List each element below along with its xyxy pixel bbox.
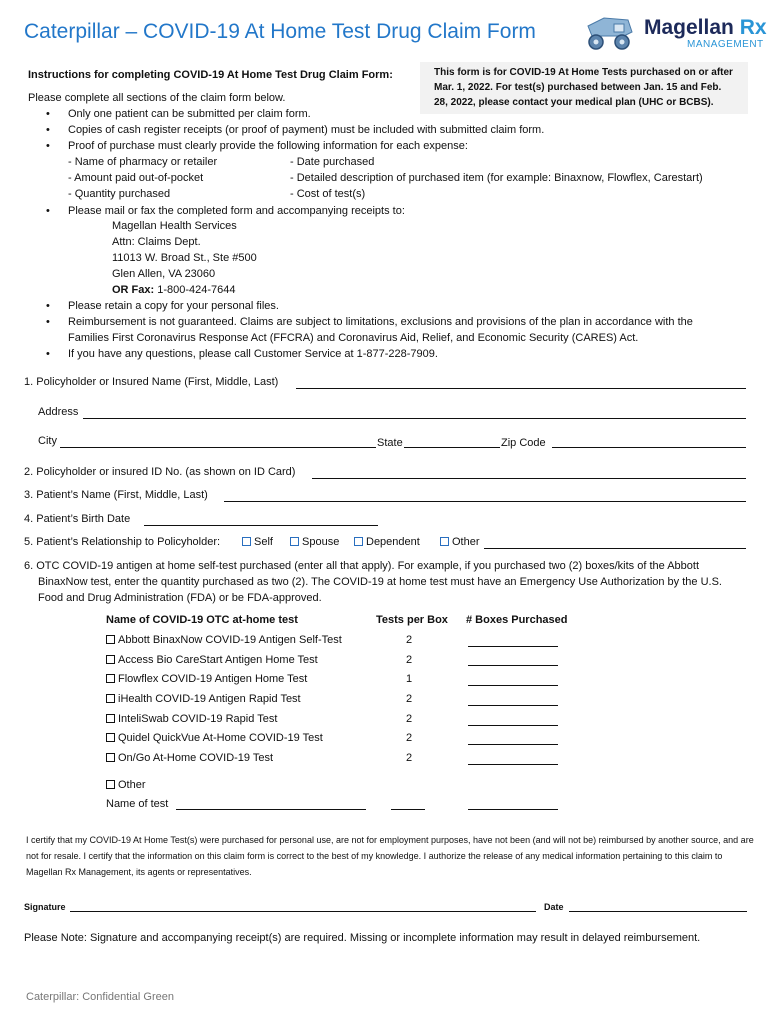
checkbox-icon[interactable] — [106, 733, 115, 742]
boxes-purchased-field[interactable] — [468, 764, 558, 765]
city-field[interactable] — [60, 447, 376, 448]
relationship-spouse-option[interactable] — [290, 536, 339, 548]
relationship-other-option[interactable] — [440, 536, 480, 548]
zip-label: Zip Code — [501, 437, 546, 449]
address-field[interactable] — [83, 418, 746, 419]
bullet-icon: • — [46, 140, 50, 152]
test-name: InteliSwab COVID-19 Rapid Test — [118, 713, 278, 725]
notice-box — [420, 62, 748, 114]
instruction-item: Copies of cash register receipts (or proof of payment) must be included with submitted claim form. — [68, 124, 545, 136]
test-row[interactable] — [106, 752, 273, 764]
checkbox-icon[interactable] — [106, 714, 115, 723]
date-field[interactable] — [569, 911, 747, 912]
test-name: Other — [118, 779, 146, 791]
checkbox-icon[interactable] — [440, 537, 449, 546]
boxes-purchased-field[interactable] — [468, 685, 558, 686]
column-header: # Boxes Purchased — [466, 614, 568, 626]
checkbox-icon[interactable] — [106, 694, 115, 703]
requirement-item: - Quantity purchased — [68, 188, 171, 200]
tests-per-box: 2 — [405, 693, 413, 705]
q1-label: 1. Policyholder or Insured Name (First, Middle, Last) — [24, 376, 279, 388]
instructions-intro: Please complete all sections of the claim form below. — [28, 92, 286, 104]
logo-wordmark — [644, 16, 767, 40]
city-label: City — [38, 435, 57, 447]
instruction-item: Reimbursement is not guaranteed. Claims are subject to limitations, exclusions and provisions of the plan in accordance with the — [68, 316, 693, 328]
q6-label: BinaxNow test, enter the quantity purchased as two (2). The COVID-19 at home test must have an Emergency Use Authorization by the U.S. — [38, 576, 722, 588]
requirement-item: - Name of pharmacy or retailer — [68, 156, 218, 168]
company-logo — [584, 14, 767, 54]
option-label: Dependent — [366, 536, 420, 548]
q2-label: 2. Policyholder or insured ID No. (as shown on ID Card) — [24, 466, 296, 478]
test-row[interactable] — [106, 654, 318, 666]
bullet-icon: • — [46, 205, 50, 217]
boxes-purchased-field[interactable] — [468, 744, 558, 745]
checkbox-icon[interactable] — [242, 537, 251, 546]
column-header: Tests per Box — [376, 614, 448, 626]
test-row[interactable] — [106, 693, 301, 705]
q4-label: 4. Patient’s Birth Date — [24, 513, 131, 525]
column-header: Name of COVID-19 OTC at-home test — [106, 614, 298, 626]
mailing-address-line: Magellan Health Services — [112, 220, 237, 232]
requirement-item: - Amount paid out-of-pocket — [68, 172, 204, 184]
instruction-item: Please retain a copy for your personal files. — [68, 300, 279, 312]
tests-per-box: 2 — [405, 752, 413, 764]
tests-per-box: 1 — [405, 673, 413, 685]
logo-main-text: Magellan — [644, 16, 734, 39]
requirement-item: - Date purchased — [290, 156, 375, 168]
instructions-title: Instructions for completing COVID-19 At Home Test Drug Claim Form: — [28, 69, 393, 81]
classification-footer: Caterpillar: Confidential Green — [26, 991, 174, 1003]
truck-logo-icon — [584, 14, 636, 52]
bullet-icon: • — [46, 300, 50, 312]
tests-per-box: 2 — [405, 732, 413, 744]
other-test-name-label: Name of test — [106, 798, 169, 810]
checkbox-icon[interactable] — [106, 655, 115, 664]
test-row[interactable] — [106, 634, 342, 646]
instruction-item: Proof of purchase must clearly provide the following information for each expense: — [68, 140, 468, 152]
other-tests-per-box-field[interactable] — [391, 809, 425, 810]
mailing-address-line: Attn: Claims Dept. — [112, 236, 201, 248]
tests-per-box: 2 — [405, 654, 413, 666]
requirement-item: - Cost of test(s) — [290, 188, 366, 200]
bullet-icon: • — [46, 316, 50, 328]
certification-text: I certify that my COVID-19 At Home Test(s) were purchased for personal use, are not for employment purposes, have not been (and will not be) reimbursed by another source, and are not for resale. I certify that the information on this claim form is correct to the best of my knowledge. I authorize the release of any medical information pertaining to this claim to Magellan Rx Management, its agents or representatives. — [26, 835, 754, 877]
signature-field[interactable] — [70, 911, 536, 912]
requirement-item: - Detailed description of purchased item (for example: Binaxnow, Flowflex, Carestart) — [290, 172, 703, 184]
checkbox-icon[interactable] — [354, 537, 363, 546]
zip-field[interactable] — [552, 447, 746, 448]
boxes-purchased-field[interactable] — [468, 646, 558, 647]
test-row[interactable] — [106, 713, 277, 725]
q5-label: 5. Patient’s Relationship to Policyholder: — [24, 536, 221, 548]
bullet-icon: • — [46, 124, 50, 136]
notice-line: Mar. 1, 2022. For test(s) purchased between Jan. 15 and Feb. — [434, 82, 722, 93]
date-label: Date — [544, 902, 564, 912]
test-name: Flowflex COVID-19 Antigen Home Test — [118, 673, 308, 685]
instruction-item: Only one patient can be submitted per claim form. — [68, 108, 311, 120]
checkbox-icon[interactable] — [106, 753, 115, 762]
notice-line: This form is for COVID-19 At Home Tests purchased on or after — [434, 67, 733, 78]
fax-label: OR Fax: — [112, 284, 155, 296]
relationship-dependent-option[interactable] — [354, 536, 420, 548]
boxes-purchased-field[interactable] — [468, 665, 558, 666]
test-name: Abbott BinaxNow COVID-19 Antigen Self-Test — [118, 634, 342, 646]
other-boxes-purchased-field[interactable] — [468, 809, 558, 810]
test-row-other[interactable] — [106, 779, 146, 791]
patient-name-field[interactable] — [224, 501, 746, 502]
option-label: Self — [254, 536, 273, 548]
checkbox-icon[interactable] — [106, 635, 115, 644]
instruction-item: Families First Coronavirus Response Act (FFCRA) and Coronavirus Aid, Relief, and Economic Security (CARES) Act. — [68, 332, 639, 344]
q6-label: 6. OTC COVID-19 antigen at home self-test purchased (enter all that apply). For example, if you purchased two (2) boxes/kits of the Abbott — [24, 560, 699, 572]
test-name: Access Bio CareStart Antigen Home Test — [118, 654, 318, 666]
address-label: Address — [38, 406, 79, 418]
signature-label: Signature — [24, 902, 66, 912]
q3-label: 3. Patient’s Name (First, Middle, Last) — [24, 489, 208, 501]
boxes-purchased-field[interactable] — [468, 705, 558, 706]
bullet-icon: • — [46, 348, 50, 360]
tests-per-box: 2 — [405, 634, 413, 646]
notice-line: 28, 2022, please contact your medical plan (UHC or BCBS). — [434, 97, 714, 108]
test-row[interactable] — [106, 732, 323, 744]
instruction-item: If you have any questions, please call Customer Service at 1-877-228-7909. — [68, 348, 438, 360]
logo-subtitle: MANAGEMENT — [687, 39, 764, 50]
tests-per-box: 2 — [405, 713, 413, 725]
please-note-text: Please Note: Signature and accompanying receipt(s) are required. Missing or incomplete information may result in delayed reimbursement. — [24, 932, 701, 944]
checkbox-icon[interactable] — [290, 537, 299, 546]
relationship-other-field[interactable] — [484, 548, 746, 549]
logo-rx-text: Rx — [739, 16, 767, 39]
policyholder-id-field[interactable] — [312, 478, 746, 479]
state-label: State — [377, 437, 403, 449]
option-label: Other — [452, 536, 480, 548]
page-title: Caterpillar – COVID-19 At Home Test Drug Claim Form — [24, 20, 536, 43]
test-name: On/Go At-Home COVID-19 Test — [118, 752, 274, 764]
fax-line — [112, 284, 236, 296]
q6-label: Food and Drug Administration (FDA) or be FDA-approved. — [38, 592, 322, 604]
birth-date-field[interactable] — [144, 525, 378, 526]
test-row[interactable] — [106, 673, 307, 685]
mailing-address-line: 11013 W. Broad St., Ste #500 — [112, 252, 257, 264]
policyholder-name-field[interactable] — [296, 388, 746, 389]
instruction-item: Please mail or fax the completed form and accompanying receipts to: — [68, 205, 405, 217]
bullet-icon: • — [46, 108, 50, 120]
mailing-address-line: Glen Allen, VA 23060 — [112, 268, 216, 280]
option-label: Spouse — [302, 536, 340, 548]
checkbox-icon[interactable] — [106, 780, 115, 789]
checkbox-icon[interactable] — [106, 674, 115, 683]
test-name: Quidel QuickVue At-Home COVID-19 Test — [118, 732, 323, 744]
fax-number: 1-800-424-7644 — [154, 284, 236, 296]
test-name: iHealth COVID-19 Antigen Rapid Test — [118, 693, 301, 705]
state-field[interactable] — [404, 447, 500, 448]
boxes-purchased-field[interactable] — [468, 725, 558, 726]
other-test-name-field[interactable] — [176, 809, 366, 810]
relationship-self-option[interactable] — [242, 536, 273, 548]
